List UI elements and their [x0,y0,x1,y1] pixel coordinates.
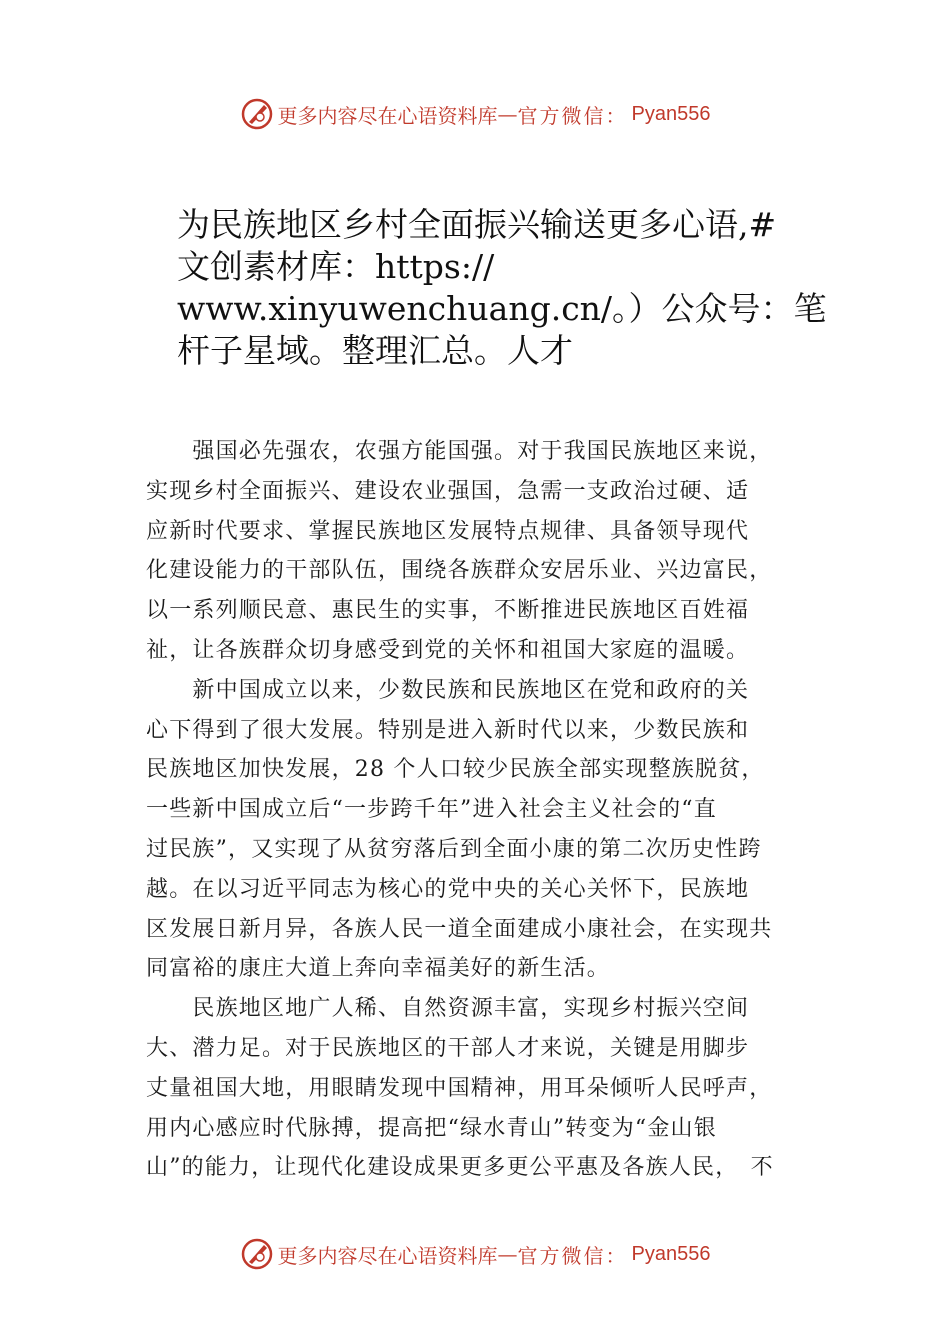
body-line: 越。在以习近平同志为核心的党中央的关心关怀下，民族地 [146,876,750,902]
banner-text: 更多内容尽在心语资料库 [277,1243,498,1268]
document-body [146,432,822,1188]
body-line: 强国必先强农，农强方能国强。对于我国民族地区来说， [146,439,773,464]
banner-wechat-id: Pyan556 [631,1242,711,1265]
body-line: 过民族”，又实现了从贫穷落后到全面小康的第二次历史性跨 [146,836,762,862]
banner-wechat-id: Pyan556 [631,102,711,125]
body-line: 化建设能力的干部队伍，围绕各族群众安居乐业、兴边富民， [146,558,773,584]
body-line: 区发展日新月异，各族人民一道全面建成小康社会，在实现共 [146,916,773,942]
body-line: 祉，让各族群众切身感受到党的关怀和祖国大家庭的温暖。 [146,637,750,663]
body-line: 用内心感应时代脉搏，提高把“绿水青山”转变为“金山银 [146,1115,717,1141]
body-line: 心下得到了很大发展。特别是进入新时代以来，少数民族和 [146,717,750,743]
banner-separator: — [497,1242,518,1266]
body-line: 山”的能力，让现代化建设成果更多更公平惠及各族人民， 不 [146,1155,774,1181]
body-line: 以一系列顺民意、惠民生的实事，不断推进民族地区百姓福 [146,598,750,624]
pen-logo-icon [240,97,274,131]
body-line: 丈量祖国大地，用眼睛发现中国精神，用耳朵倾听人民呼声， [146,1075,773,1101]
body-line: 实现乡村全面振兴、建设农业强国，急需一支政治过硬、适 [146,478,750,504]
body-line: 应新时代要求、掌握民族地区发展特点规律、具备领导现代 [146,518,750,544]
header-banner [0,94,950,134]
title-line: www.xinyuwenchuang.cn/。）公众号：笔 [177,289,827,328]
title-line: 杆子星域。整理汇总。人才 [177,331,573,370]
document-title [177,204,827,372]
banner-wechat-label: 官方微信： [517,103,628,128]
banner-separator: — [497,102,518,126]
body-line: 同富裕的康庄大道上奔向幸福美好的新生活。 [146,956,611,982]
banner-text: 更多内容尽在心语资料库 [277,103,498,128]
pen-logo-icon [240,1237,274,1271]
body-line: 民族地区地广人稀、自然资源丰富，实现乡村振兴空间 [146,996,750,1022]
title-line: 为民族地区乡村全面振兴输送更多心语,# [177,205,777,244]
body-line: 一些新中国成立后“一步跨千年”进入社会主义社会的“直 [146,797,717,823]
footer-banner [0,1234,950,1274]
title-line: 文创素材库：https:// [177,247,495,286]
body-line: 大、潜力足。对于民族地区的干部人才来说，关键是用脚步 [146,1035,750,1061]
banner-wechat-label: 官方微信： [517,1243,628,1268]
body-line: 民族地区加快发展，28 个人口较少民族全部实现整族脱贫， [146,757,765,783]
body-line: 新中国成立以来，少数民族和民族地区在党和政府的关 [146,677,750,703]
